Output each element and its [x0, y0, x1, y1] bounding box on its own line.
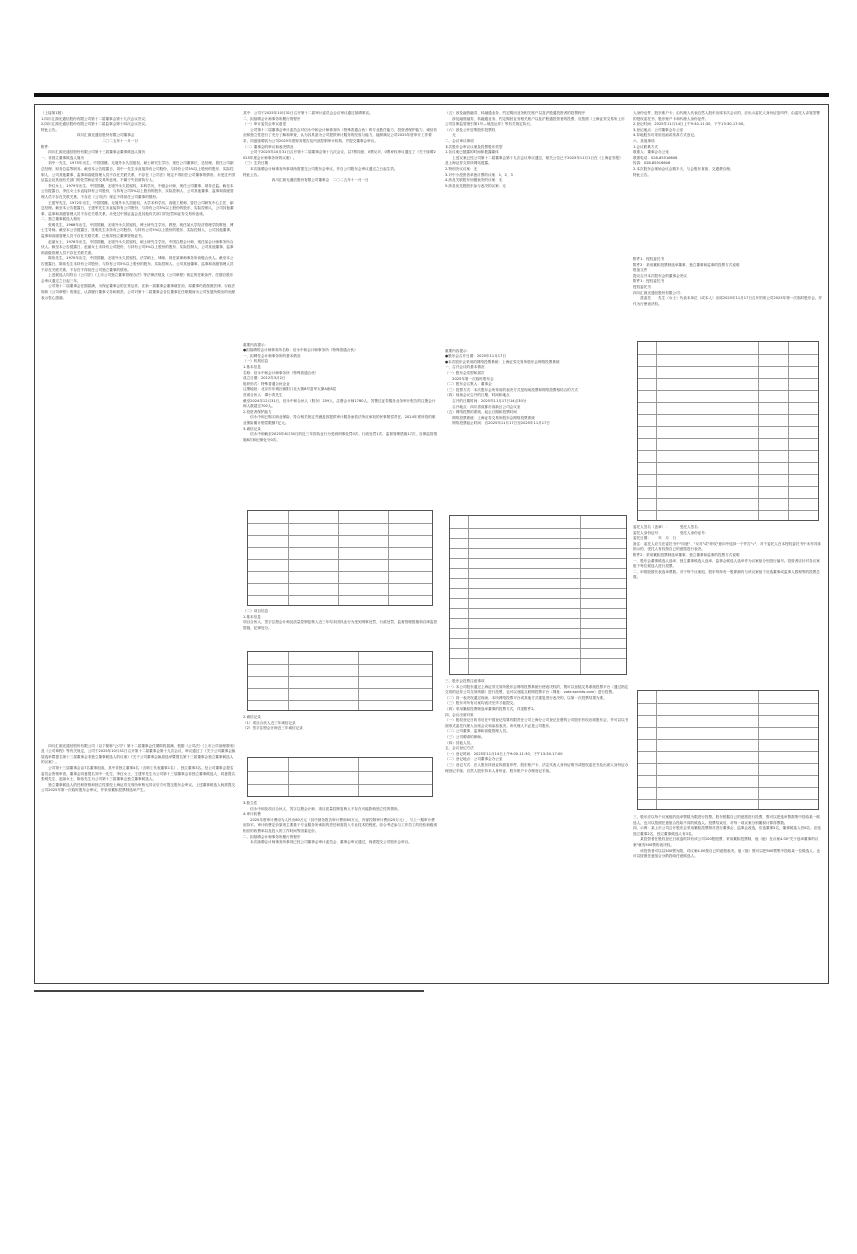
article-body: 三、股东会投票注意事项 （一）本公司股东通过上海证券交易所股东会网络投票系统行使表决权的，既可以登陆交易系统投票平台（通过指定交易的证券公司交易终端）进行投票，也可以登陆互联网投票平台（网址：vote.sseinfo.com）进行投票。 （二）同一表决权通过现场、本所网络投票平台或其他方式重复进行表决的，以第一次投票结果为准。 （三）股东对所有议案均表决完毕才能提交。 （四）采用累积投票制选举董事的投票方式，详见附件2。 四、会议出席对象 （一）股权登记日收市后在中国登记结算有限责任公司上海分公司登记在册的公司股东有权出席股东会，并可以以书面形式委托代理人出席会议和参加表决。该代理人不必是公司股东。 （二）公司董事、监事和高级管理人员。 （三）公司聘请的律师。 （四）其他人员。 五、会议登记方法 （一）登记时间：2025年11月14日上午9:00-11:30，下午13:30-17:00 （二）登记地点：公司董事会办公室 （三）登记方式：法人股东持营业执照复印件、股东账户卡、法定代表人身份证明书或授权委托书及出席人身份证办理登记手续；自然人股东持本人身份证、股东账户卡办理登记手续。: [445, 679, 629, 773]
column-text-2: 其中：公司于2025年10月31日召开第十二届审计委员会会议审议通过续聘事宜。 二、拟续聘会计师事务所履行的程序 （一）审计委员会审议意见 公司第十二届董事会审计委员会对信永中和会计师事务所（特殊普通合伙）的专业胜任能力、投资者保护能力、诚信状况和独立性进行了充分了解和审查，认为其具备为公司提供审计服务的经验与能力，能够满足公司2025年度审计工作要求，同意续聘其为公司2025年度财务报告及内部控制审计机构，并提交董事会审议。 （二）董事会的审议和表决情况 公司于2025年10月31日召开第十二届董事会第十九次会议，以7票同意、0票反对、0票弃权审议通过了《关于续聘2025年度会计师事务所的议案》。 （三）生效日期 本次续聘会计师事务所事项尚需提交公司股东会审议，并自公司股东会审议通过之日起生效。 特此公告。 四川汇源光通信股份有限公司董事会 二〇二五年十一月一日: [243, 111, 438, 183]
proxy-table: [637, 341, 819, 521]
header-rule: [34, 93, 829, 97]
article-body: 三、股东应以每个议案组的选举票数为限进行投票。股东根据自己的意愿进行投票，既可以把选举票数集中投给某一候选人，也可以按照任意组合投给不同的候选人。投票结束后，对每一项议案分别累积计算得票数。 四、示例：某上市公司召开股东会采用累积投票制对进行董事会、监事会改选，应选董事5名，董事候选人有6名；应选独立董事2名，独立董事候选人有3名。 某投资者在股权登记日收盘时持有该公司100股股票，采用累积投票制，他（她）在议案4.00"关于选举董事的议案"就有500票的表决权。 该投资者可以以500票为限，对议案4.00按自己的意愿表决。他（她）既可以把500票集中投给某一位候选人，也可以按照任意组合分散投给任意候选人。: [633, 815, 821, 859]
motions-table: [449, 515, 627, 675]
top-panel: [34, 104, 829, 984]
masthead: [34, 42, 829, 88]
project-info-table: [247, 651, 433, 711]
article-body: （二）项目信息 1.基本信息 项目合伙人、签字注册会计师及质量控制复核人近三年均未因执业行为受到刑事处罚、行政处罚、监督管理措施和自律监管措施、纪律处分。: [243, 609, 438, 630]
article-body: 委托人签名（盖章）： 受托人签名： 委托人身份证号： 受托人身份证号： 委托日期： 年 月 日 备注：委托人应当在委托书中"同意"、"反对"或"弃权"意向中选择一个并打"√"，对于委托人在本授权委托书中未作具体指示的，受托人有权按自己的意愿进行表决。 附件2：采用累积投票制选举董事、独立董事和监事的投票方式说明 一、股东会董事候选人选举、独立董事候选人选举、监事会候选人选举作为议案组分别进行编号。投资者应针对各议案组下每位候选人进行投票。 二、申报股数代表选举票数。对于每个议案组，股东每持有一股即拥有与该议案组下应选董事或监事人数相等的投票总数。: [633, 525, 822, 580]
column-text-3: （五）涉及融资融券、转融通业务、约定购回业务相关账户以及沪股通投资者的投票程序 涉及融资融券、转融通业务、约定购回业务相关账户以及沪股通投资者的投票，应按照《上海证券交易所上市公司自律监管指引第1号—规范运作》等有关规定执行。 （六）涉及公开征集股东投票权 无 二、会议审议事项 本次股东会审议议案及投票股东类型 1.各议案已披露的时间和披露媒体 上述议案已经公司第十二届董事会第十九次会议审议通过，相关公告已于2025年11月1日在《上海证券报》及上海证券交易所网站披露。 2.特别决议议案：无 3.对中小投资者单独计票的议案：1、2、3 4.涉及关联股东回避表决的议案：无 5.涉及优先股股东参与表决的议案：无: [445, 111, 625, 188]
article-body: 重要内容提示： ●股东会召开日期：2025年11月17日 ●本次股东会采用的网络投票系统：上海证券交易所股东会网络投票系统 一、召开会议的基本情况 （一）股东会类型和届次 2025年第一次临时股东会 （二）股东会召集人：董事会 （三）投票方式：本次股东会所采用的表决方式是现场投票和网络投票相结合的方式 （四）现场会议召开的日期、时间和地点 召开的日期时间：2025年11月17日14点30分 召开地点：四川省成都市高新区公司会议室 （五）网络投票的系统、起止日期和投票时间 网络投票系统：上海证券交易所股东会网络投票系统 网络投票起止时间：自2025年11月17日至2025年11月17日: [445, 348, 578, 426]
article-body: 四川汇源光通信股份有限公司（以下简称"公司"）第十二届董事会任期即将届满，根据《公司法》《上市公司治理准则》及《公司章程》等有关规定，公司于2025年10月31日召开第十二届董事会第十九次会议，审议通过了《关于公司董事会换届选举暨提名第十三届董事会非独立董事候选人的议案》《关于公司董事会换届选举暨提名第十三届董事会独立董事候选人的议案》。 公司第十三届董事会由7名董事组成，其中非独立董事4名（含职工代表董事1名），独立董事3名。经公司董事会提名委员会资格审查，董事会同意提名刘中一先生、李红女士、王建军先生为公司第十三届董事会非独立董事候选人；同意提名张明先生、赵丽女士、陈伟先生为公司第十三届董事会独立董事候选人。 独立董事候选人的任职资格和独立性需经上海证券交易所审核无异议后方可提交股东会审议。上述董事候选人尚需提交公司2025年第一次临时股东会审议，并采用累积投票制选举产生。: [41, 743, 236, 793]
column-text-1: （上接第1版） 1.四川汇源光通信股份有限公司第十二届董事会第十九次会议决议； 2.四川汇源光通信股份有限公司第十二届监事会第十四次会议决议。 特此公告。 四川汇源光通信股份有限公司董事会 二〇二五年十一月一日 附件： 四川汇源光通信股份有限公司第十三届董事会董事候选人简历 一、非独立董事候选人简历 刘中一先生，1975年出生，中国国籍，无境外永久居留权，硕士研究生学历，现任公司董事长、总经理，曾任公司副总经理、财务总监等职务。截至本公告披露日，刘中一先生未直接持有公司股份，与持有公司5%以上股份的股东、实际控制人、公司其他董事、监事和高级管理人员不存在关联关系，不存在《公司法》规定不得担任公司董事的情形，未受过中国证监会及其他有关部门的处罚和证券交易所惩戒，不属于失信被执行人。 李红女士，1979年出生，中国国籍，无境外永久居留权，本科学历，中级会计师，现任公司董事、财务总监。截至本公告披露日，李红女士未直接持有公司股份，与持有公司5%以上股份的股东、实际控制人、公司其他董事、监事和高级管理人员不存在关联关系，不存在《公司法》规定不得担任公司董事的情形。 王建军先生，1972年出生，中国国籍，无境外永久居留权，大学本科学历，高级工程师，曾任公司研发中心主任、副总经理。截至本公告披露日，王建军先生未直接持有公司股份，与持有公司5%以上股份的股东、实际控制人、公司其他董事、监事和高级管理人员不存在关联关系，未受过中国证监会及其他有关部门的处罚和证券交易所惩戒。 二、独立董事候选人简历 张明先生，1968年出生，中国国籍，无境外永久居留权，博士研究生学历，教授，现任某大学经济管理学院教授、博士生导师。截至本公告披露日，张明先生未持有公司股份，与持有公司5%以上股份的股东、实际控制人、公司其他董事、监事和高级管理人员不存在关联关系，已取得独立董事资格证书。 赵丽女士，1976年出生，中国国籍，无境外永久居留权，硕士研究生学历，中国注册会计师，现任某会计师事务所合伙人。截至本公告披露日，赵丽女士未持有公司股份，与持有公司5%以上股份的股东、实际控制人、公司其他董事、监事和高级管理人员不存在关联关系。 陈伟先生，1970年出生，中国国籍，无境外永久居留权，法学硕士，律师，现任某律师事务所高级合伙人。截至本公告披露日，陈伟先生未持有公司股份，与持有公司5%以上股份的股东、实际控制人、公司其他董事、监事和高级管理人员不存在关联关系，不存在不得担任公司独立董事的情形。 上述候选人均符合《公司法》《上市公司独立董事管理办法》等法律法规及《公司章程》规定的任职条件，任期自股东会审议通过之日起三年。 公司第十二届董事会任期届满，为保证董事会的正常运作，在新一届董事会董事就任前，原董事仍将按照法律、行政法规和《公司章程》的规定，认真履行董事义务和职责。公司对第十二届董事会各位董事在任职期间为公司发展所做出的贡献表示衷心感谢。: [41, 111, 236, 300]
article-body: 3.独立性 信永中和及项目合伙人、签字注册会计师、项目质量控制复核人不存在可能影响独立性的情形。 4.审计收费 2025年度审计费用为人民币80万元（其中财务报告审计费用60万元，内部控制审计费用20万元），与上一期审计费用持平。审计收费定价原则主要基于专业服务所承担的责任和需投入专业技术的程度，综合考虑参与工作员工的经验和级别相应的收费率以及投入的工作时间等因素定价。 二、拟续聘会计师事务所履行的程序 本次续聘会计师事务所事项已经公司董事会审计委员会、董事会审议通过，尚需提交公司股东会审议。: [243, 801, 438, 845]
cumulative-vote-table: [637, 690, 819, 810]
auditor-info-table: [247, 510, 433, 606]
column-text-4: 人身份证件、股东账户卡；由代理人代表自然人股东出席本次会议的，应出示委托人身份证复印件、由委托人亲笔签署的授权委托书、股东账户卡和代理人身份证件。 2.登记时间：2025年11月14日上午9:30-11:30，下午13:30-17:00。 3.登记地点：公司董事会办公室 4.异地股东可采用信函或传真方式登记。 六、其他事项 1.会议联系方式 联系人：董事会办公室 联系电话：028-85516606 传真：028-85516606 2.本次股东会现场会议会期半天，与会股东食宿、交通费自理。 特此公告。: [633, 111, 820, 177]
integrity-table: [247, 757, 433, 797]
article-body: 重要内容提示： ●拟续聘的会计师事务所名称：信永中和会计师事务所（特殊普通合伙） 一、拟聘任会计师事务所的基本情况 （一）机构信息 1.基本信息 名称：信永中和会计师事务所（特殊普通合伙） 成立日期：2012年3月2日 组织形式：特殊普通合伙企业 注册地址：北京市东城区朝阳门北大街8号富华大厦A座8层 首席合伙人：谭小青先生 截至2024年12月31日，信永中和合伙人（股东）259人，注册会计师1780人。签署过证券服务业务审计报告的注册会计师人数超过700人。 2.投资者保护能力 信永中和已购买职业保险，符合相关规定并涵盖因提供审计服务而依法所应承担的民事赔偿责任，2024年度所投的职业保险累计赔偿限额7亿元。 3.诚信记录 信永中和截至2025年6月30日的近三年因执业行为受到刑事处罚0次、行政处罚1次、监督管理措施17次、自律监管措施8次和纪律处分0次。: [243, 342, 438, 442]
article-body: 附件1：授权委托书 附件2：采用累积投票制选举董事、独立董事和监事的投票方式说明 报备文件 提议召开本次股东会的董事会决议 附件1：授权委托书 授权委托书 四川汇源光通信股份有限公司： 兹委托 先生（女士）代表本单位（或本人）出席2025年11月17日召开的贵公司2025年第一次临时股东会，并代为行使表决权。: [633, 257, 823, 306]
article-body: 2.诚信记录 （1）项目合伙人近三年诚信记录 （2）签字注册会计师近三年诚信记录: [243, 715, 303, 731]
